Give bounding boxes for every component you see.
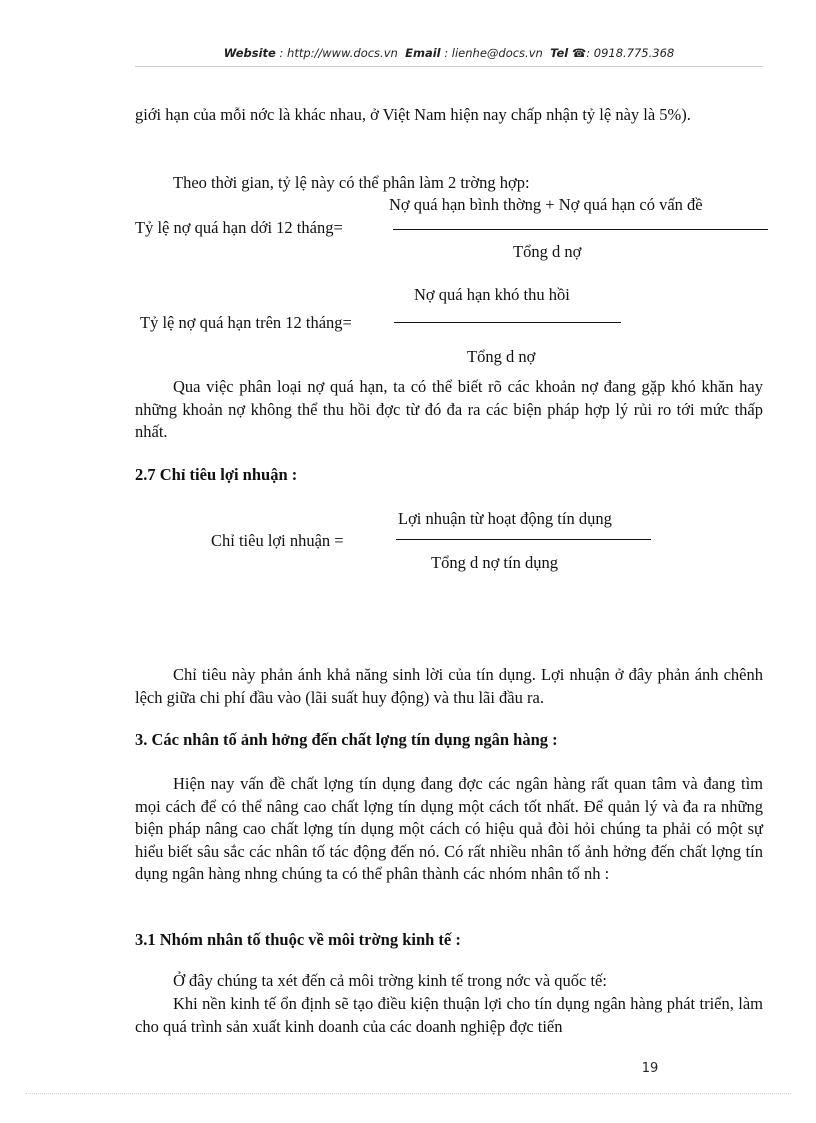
profit-formula-label: Chỉ tiêu lợi nhuận = xyxy=(211,531,344,550)
formula-over-12-fraction-bar xyxy=(394,322,621,323)
formula-under-12-denominator: Tổng d nợ xyxy=(513,242,582,261)
email-value: : lienhe@docs.vn xyxy=(444,46,543,60)
formula-over-12-label: Tỷ lệ nợ quá hạn trên 12 tháng= xyxy=(140,313,352,332)
formula-over-12-numerator: Nợ quá hạn khó thu hồi xyxy=(414,285,570,304)
profit-formula-numerator: Lợi nhuận từ hoạt động tín dụng xyxy=(398,509,612,528)
page-bottom-divider xyxy=(25,1093,791,1094)
section-3-1-line-2: Khi nền kinh tế ổn định sẽ tạo điều kiện thuận lợi cho tín dụng ngân hàng phát triển, làm cho quá trình sản xuất kinh doanh của các doanh nghiệp đợc tiến xyxy=(135,994,763,1036)
page-header xyxy=(135,46,763,60)
formula-under-12-label: Tỷ lệ nợ quá hạn dới 12 tháng= xyxy=(135,218,343,237)
formula-over-12-denominator: Tổng d nợ xyxy=(467,347,536,366)
website-value: : http://www.docs.vn xyxy=(279,46,398,60)
formula-under-12-numerator: Nợ quá hạn bình thờng + Nợ quá hạn có vấn đề xyxy=(389,195,703,214)
section-3-1-heading: 3.1 Nhóm nhân tố thuộc về môi trờng kinh tế : xyxy=(135,930,461,949)
section-3-1-line-1: Ở đây chúng ta xét đến cả môi trờng kinh tế trong nớc và quốc tế: xyxy=(173,971,607,990)
section-2-7-heading: 2.7 Chỉ tiêu lợi nhuận : xyxy=(135,465,298,484)
profit-formula-fraction-bar xyxy=(396,539,651,540)
formula-under-12-fraction-bar xyxy=(393,229,768,230)
page-number: 19 xyxy=(641,1061,659,1076)
profit-formula-denominator: Tổng d nợ tín dụng xyxy=(431,553,558,572)
profit-indicator-paragraph: Chỉ tiêu này phản ánh khả năng sinh lời của tín dụng. Lợi nhuận ở đây phản ánh chênh lệch giữa chi phí đầu vào (lãi suất huy động) và thu lãi đầu ra. xyxy=(135,665,763,707)
section-3-paragraph: Hiện nay vấn đề chất lợng tín dụng đang đợc các ngân hàng rất quan tâm và đang tìm mọi cách để có thể nâng cao chất lợng tín dụng một cách tốt nhất. Để quản lý và đa ra những biện pháp nâng cao chất lợng tín dụng một cách có hiệu quả đòi hỏi chúng ta phải có một sự hiểu biết sâu sắc các nhân tố tác động đến nó. Có rất nhiều nhân tố ảnh hởng đến chất lợng tín dụng ngân hàng nhng chúng ta có thể phân thành các nhóm nhân tố nh : xyxy=(135,774,763,883)
overdue-classification-paragraph: Qua việc phân loại nợ quá hạn, ta có thể biết rõ các khoản nợ đang gặp khó khăn hay những khoản nợ không thể thu hồi đợc từ đó đa ra các biện pháp hợp lý rủi ro tới mức thấp nhất. xyxy=(135,377,763,441)
website-label: Website xyxy=(223,46,276,60)
header-divider xyxy=(135,66,763,67)
classification-intro: Theo thời gian, tỷ lệ này có thể phân làm 2 trờng hợp: xyxy=(173,173,530,192)
tel-label: Tel xyxy=(550,46,569,60)
intro-paragraph: giới hạn của mỗi nớc là khác nhau, ở Việt Nam hiện nay chấp nhận tỷ lệ này là 5%). xyxy=(135,105,691,124)
phone-icon: ☎ xyxy=(571,46,587,60)
section-3-heading: 3. Các nhân tố ảnh hởng đến chất lợng tín dụng ngân hàng : xyxy=(135,730,558,749)
tel-value: : 0918.775.368 xyxy=(586,46,675,60)
email-label: Email xyxy=(405,46,441,60)
